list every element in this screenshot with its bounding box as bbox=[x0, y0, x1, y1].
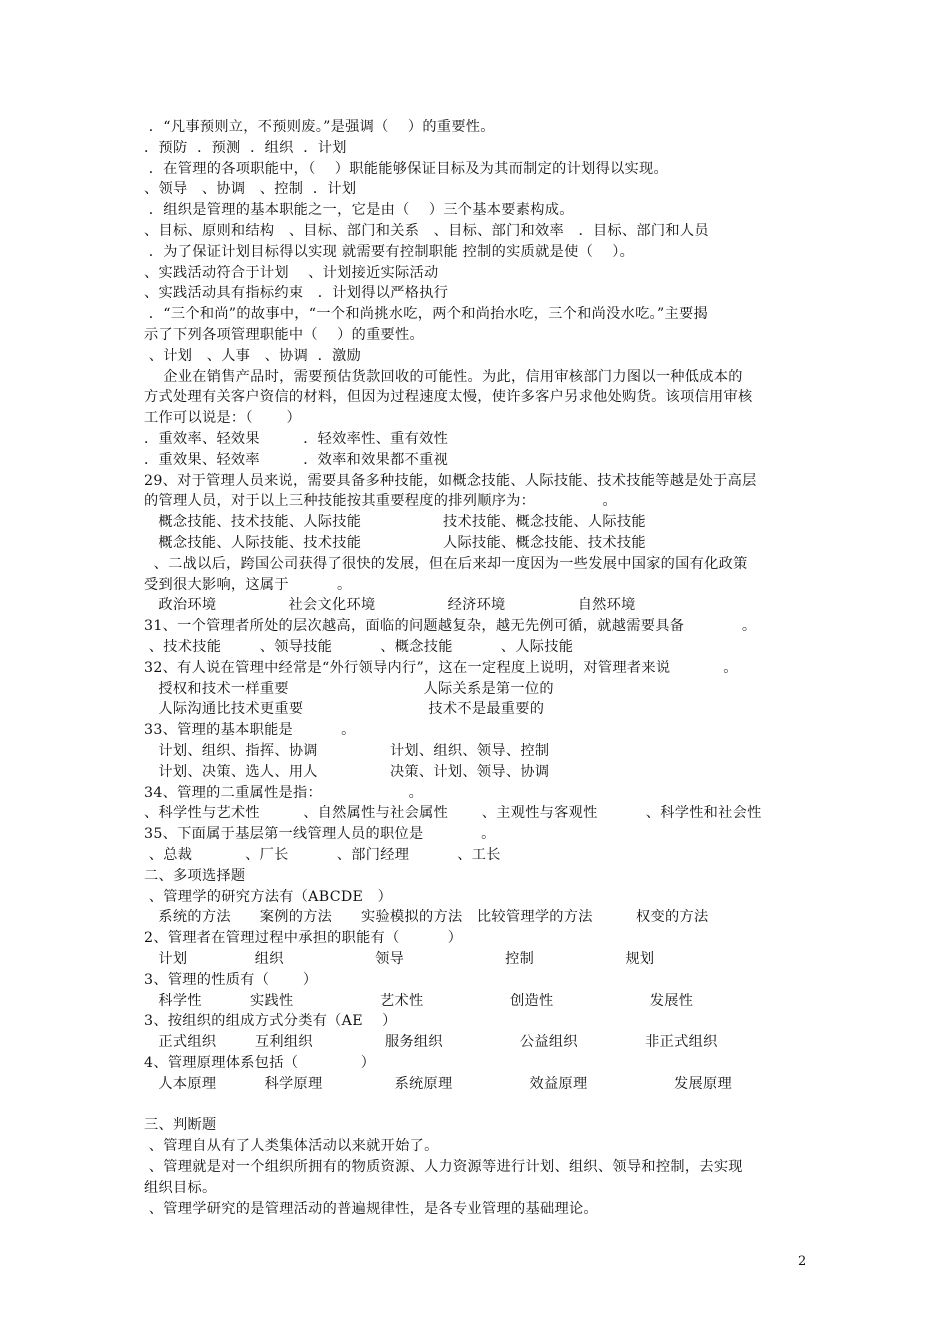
text-line: 、技术技能 、领导技能 、概念技能 、人际技能 bbox=[144, 639, 574, 655]
text-line: ．预防 ．预测 ．组织 ．计划 bbox=[144, 139, 347, 156]
text-line: 工作可以说是：（ ） bbox=[144, 410, 301, 427]
text-line: ．组织是管理的基本职能之一，它是由（ ）三个基本要素构成。 bbox=[144, 202, 574, 219]
text-line: 3、按组织的组成方式分类有（AE ） bbox=[144, 1013, 397, 1030]
page-number: 2 bbox=[798, 1254, 807, 1269]
text-line: 企业在销售产品时，需要预估货款回收的可能性。为此，信用审核部门力图以一种低成本的 bbox=[144, 368, 743, 385]
text-line: 33、管理的基本职能是 。 bbox=[144, 722, 356, 739]
text-line: 概念技能、人际技能、技术技能 人际技能、概念技能、技术技能 bbox=[144, 535, 646, 551]
text-line: 、管理学的研究方法有（ABCDE ） bbox=[144, 888, 393, 905]
text-line: 、管理自从有了人类集体活动以来就开始了。 bbox=[144, 1138, 439, 1155]
text-line: ．重效率、轻效果 ．轻效率性、重有效性 bbox=[144, 431, 449, 447]
text-line: ．在管理的各项职能中，（ ）职能能够保证目标及为其而制定的计划得以实现。 bbox=[144, 160, 669, 177]
text-line: 、计划 、人事 、协调 ．激励 bbox=[144, 347, 362, 364]
text-line: 组织目标。 bbox=[144, 1179, 217, 1196]
text-line: 、管理就是对一个组织所拥有的物质资源、人力资源等进行计划、组织、领导和控制，去实现 bbox=[144, 1159, 743, 1175]
text-line: 人本原理 科学原理 系统原理 效益原理 发展原理 bbox=[144, 1075, 732, 1092]
text-line: 的管理人员，对于以上三种技能按其重要程度的排列顺序为： 。 bbox=[144, 493, 617, 510]
text-line: 科学性 实践性 艺术性 创造性 发展性 bbox=[144, 992, 694, 1009]
text-line: 、管理学研究的是管理活动的普遍规律性，是各专业管理的基础理论。 bbox=[144, 1200, 598, 1217]
text-line: 三、判断题 bbox=[144, 1117, 217, 1134]
text-line: 授权和技术一样重要 人际关系是第一位的 bbox=[144, 680, 554, 697]
text-line: 人际沟通比技术更重要 技术不是最重要的 bbox=[144, 701, 545, 718]
text-line: 计划、组织、指挥、协调 计划、组织、领导、控制 bbox=[144, 743, 550, 759]
text-line: 概念技能、技术技能、人际技能 技术技能、概念技能、人际技能 bbox=[144, 514, 646, 531]
text-line: ．重效果、轻效率 ．效率和效果都不重视 bbox=[144, 451, 449, 468]
text-line: 、领导 、协调 、控制 ．计划 bbox=[144, 181, 357, 198]
text-line: 计划 组织 领导 控制 规划 bbox=[144, 951, 655, 967]
text-line: 政治环境 社会文化环境 经济环境 自然环境 bbox=[144, 597, 636, 614]
text-line: 35、下面属于基层第一线管理人员的职位是 。 bbox=[144, 826, 496, 843]
text-line: 34、管理的二重属性是指： 。 bbox=[144, 784, 424, 801]
text-line: 示了下列各项管理职能中（ ）的重要性。 bbox=[144, 327, 425, 343]
text-line: 正式组织 互利组织 服务组织 公益组织 非正式组织 bbox=[144, 1034, 718, 1051]
text-line: 31、一个管理者所处的层次越高，面临的问题越复杂，越无先例可循，就越需要具备 。 bbox=[144, 618, 757, 635]
text-line: 32、有人说在管理中经常是“外行领导内行”，这在一定程度上说明，对管理者来说 。 bbox=[144, 659, 738, 676]
text-line: 29、对于管理人员来说，需要具备多种技能，如概念技能、人际技能、技术技能等越是处于高层 bbox=[144, 472, 757, 489]
text-line: 、实践活动符合于计划 、计划接近实际活动 bbox=[144, 264, 439, 281]
text-line: 二、多项选择题 bbox=[144, 867, 246, 884]
text-line: 3、管理的性质有（ ） bbox=[144, 971, 318, 988]
text-line: 4、管理原理体系包括（ ） bbox=[144, 1055, 376, 1071]
text-line: 计划、决策、选人、用人 决策、计划、领导、协调 bbox=[144, 763, 550, 780]
text-line: ．“凡事预则立，不预则废。”是强调（ ）的重要性。 bbox=[144, 119, 495, 135]
text-line: 系统的方法 案例的方法 实验模拟的方法 比较管理学的方法 权变的方法 bbox=[144, 909, 709, 926]
text-line: ．“三个和尚”的故事中，“一个和尚挑水吃，两个和尚抬水吃，三个和尚没水吃。”主要揭 bbox=[144, 306, 708, 323]
text-line: 、科学性与艺术性 、自然属性与社会属性 、主观性与客观性 、科学性和社会性 bbox=[144, 805, 762, 822]
text-line: 、目标、原则和结构 、目标、部门和关系 、目标、部门和效率 ．目标、部门和人员 bbox=[144, 223, 709, 239]
text-line: ．为了保证计划目标得以实现 就需要有控制职能 控制的实质就是使（ ）。 bbox=[144, 243, 635, 260]
text-line: 、实践活动具有指标约束 ．计划得以严格执行 bbox=[144, 285, 449, 302]
text-line: 方式处理有关客户资信的材料，但因为过程速度太慢，使许多客户另求他处购货。该项信用审核 bbox=[144, 389, 753, 406]
text-line: 受到很大影响，这属于 。 bbox=[144, 576, 352, 593]
text-line: 、二战以后，跨国公司获得了很快的发展，但在后来却一度因为一些发展中国家的国有化政策 bbox=[144, 555, 748, 572]
text-line: 2、管理者在管理过程中承担的职能有（ ） bbox=[144, 930, 463, 947]
text-line: 、总裁 、厂长 、部门经理 、工长 bbox=[144, 847, 501, 863]
